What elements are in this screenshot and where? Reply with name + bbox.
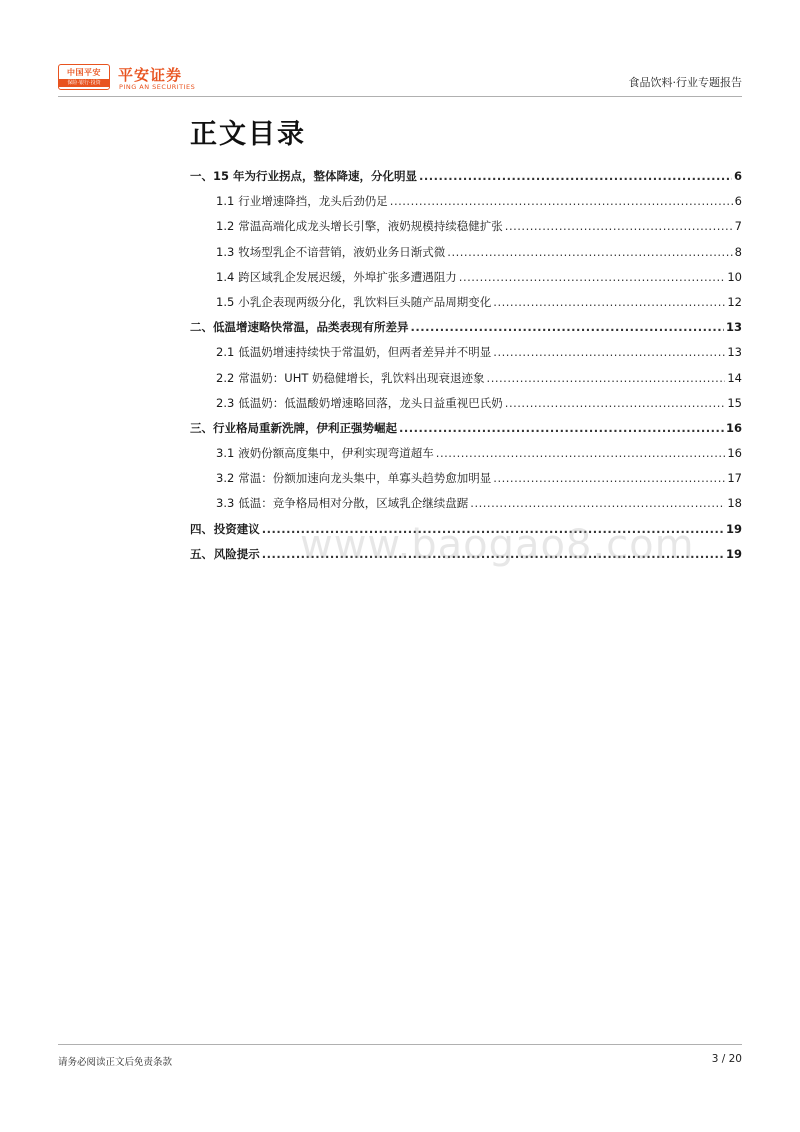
toc-leader	[390, 194, 733, 208]
toc-entry-page: 10	[727, 269, 742, 284]
toc-entry-title: 行业增速降挡，龙头后劲仍足	[238, 194, 388, 209]
toc-entry[interactable]	[190, 218, 742, 243]
toc-entry[interactable]	[190, 495, 742, 520]
brand-name-en: PING AN SECURITIES	[119, 83, 196, 91]
toc-entry-title: 小乳企表现两级分化，乳饮料巨头随产品周期变化	[238, 294, 492, 309]
page-title: 正文目录	[190, 119, 306, 150]
toc-entry-page: 8	[734, 244, 742, 259]
toc-entry[interactable]	[190, 319, 742, 344]
toc-entry[interactable]	[190, 193, 742, 218]
toc-entry-title: 投资建议	[213, 521, 260, 536]
toc-entry-title: 牧场型乳企不谙营销，液奶业务日渐式微	[238, 244, 446, 259]
toc-entry[interactable]	[190, 269, 742, 294]
brand-name-cn: 平安证券	[118, 66, 183, 84]
toc-leader	[505, 219, 733, 233]
toc-entry-number: 1.4	[216, 269, 235, 284]
toc-entry[interactable]	[190, 420, 742, 445]
toc-entry-page: 6	[734, 194, 742, 209]
toc-entry-title: 常温奶：UHT 奶稳健增长，乳饮料出现衰退迹象	[238, 370, 485, 385]
toc-entry-title: 低温增速略快常温，品类表现有所差异	[213, 320, 409, 335]
toc-leader	[487, 371, 726, 385]
toc-entry-number: 四、	[190, 521, 213, 536]
watermark: www.baogao8.com	[300, 522, 695, 568]
header-divider	[58, 96, 742, 97]
toc-entry-page: 14	[727, 370, 742, 385]
toc-entry[interactable]	[190, 395, 742, 420]
toc-leader	[493, 295, 725, 309]
toc-leader	[470, 496, 725, 510]
toc-entry[interactable]	[190, 470, 742, 495]
logo-bottom-text: 保险·银行·投资	[59, 79, 109, 87]
footer-disclaimer: 请务必阅读正文后免责条款	[58, 1057, 173, 1068]
toc-entry-title: 跨区域乳企发展迟缓，外埠扩张多遭遇阻力	[238, 269, 457, 284]
toc-leader	[436, 446, 726, 460]
toc-entry-page: 12	[727, 294, 742, 309]
toc-entry-number: 2.1	[216, 345, 235, 360]
toc-entry-number: 3.1	[216, 446, 235, 461]
toc-entry-title: 风险提示	[213, 546, 260, 561]
toc-entry-title: 低温：竞争格局相对分散，区域乳企继续盘踞	[238, 496, 469, 511]
toc-entry[interactable]	[190, 445, 742, 470]
logo-top-text: 中国平安	[67, 68, 101, 77]
report-type: 食品饮料·行业专题报告	[628, 76, 742, 89]
toc-entry-number: 五、	[190, 546, 213, 561]
page-number: 3 / 20	[711, 1053, 742, 1065]
toc-entry-page: 18	[727, 496, 742, 511]
toc-entry-number: 1.2	[216, 219, 235, 234]
toc-entry[interactable]	[190, 244, 742, 269]
toc-leader	[419, 169, 732, 183]
toc-leader	[505, 396, 726, 410]
toc-entry-title: 液奶份额高度集中，伊利实现弯道超车	[238, 446, 434, 461]
toc-entry-number: 2.3	[216, 395, 235, 410]
toc-entry-number: 1.3	[216, 244, 235, 259]
toc-entry-number: 一、	[190, 169, 213, 183]
toc-leader	[459, 270, 726, 284]
toc-entry-page: 16	[727, 446, 742, 461]
toc-entry[interactable]	[190, 168, 742, 193]
toc-entry-number: 1.5	[216, 294, 235, 309]
toc-entry[interactable]	[190, 344, 742, 369]
toc-leader	[493, 471, 725, 485]
toc-entry-number: 2.2	[216, 370, 235, 385]
toc-entry-page: 19	[725, 546, 742, 561]
toc-entry-number: 3.3	[216, 496, 235, 511]
toc-entry-title: 行业格局重新洗牌，伊利正强势崛起	[213, 420, 397, 435]
toc-entry-number: 3.2	[216, 471, 235, 486]
toc-leader	[399, 421, 724, 435]
toc-leader	[411, 320, 724, 334]
table-of-contents	[190, 168, 742, 571]
toc-entry-title: 低温奶：低温酸奶增速略回落，龙头日益重视巴氏奶	[238, 395, 503, 410]
toc-entry[interactable]	[190, 370, 742, 395]
toc-entry[interactable]	[190, 294, 742, 319]
toc-entry-number: 二、	[190, 320, 213, 335]
toc-entry-page: 19	[725, 521, 742, 536]
toc-entry-title: 15 年为行业拐点，整体降速，分化明显	[213, 169, 418, 183]
toc-entry-page: 15	[727, 395, 742, 410]
pingan-logo	[58, 64, 110, 90]
toc-entry-title: 低温奶增速持续快于常温奶，但两者差异并不明显	[238, 345, 492, 360]
toc-entry-number: 三、	[190, 420, 213, 435]
footer-divider	[58, 1044, 742, 1045]
toc-entry-page: 16	[725, 420, 742, 435]
toc-leader	[493, 345, 725, 359]
toc-entry-title: 常温高端化成龙头增长引擎，液奶规模持续稳健扩张	[238, 219, 503, 234]
toc-entry-title: 常温：份额加速向龙头集中，单寡头趋势愈加明显	[238, 471, 492, 486]
page-header	[58, 62, 742, 96]
toc-entry-page: 6	[733, 169, 742, 183]
toc-leader	[447, 245, 732, 259]
toc-entry-page: 13	[727, 345, 742, 360]
toc-entry-page: 7	[734, 219, 742, 234]
toc-entry-number: 1.1	[216, 194, 235, 209]
toc-entry-page: 13	[725, 320, 742, 335]
toc-entry-page: 17	[727, 471, 742, 486]
